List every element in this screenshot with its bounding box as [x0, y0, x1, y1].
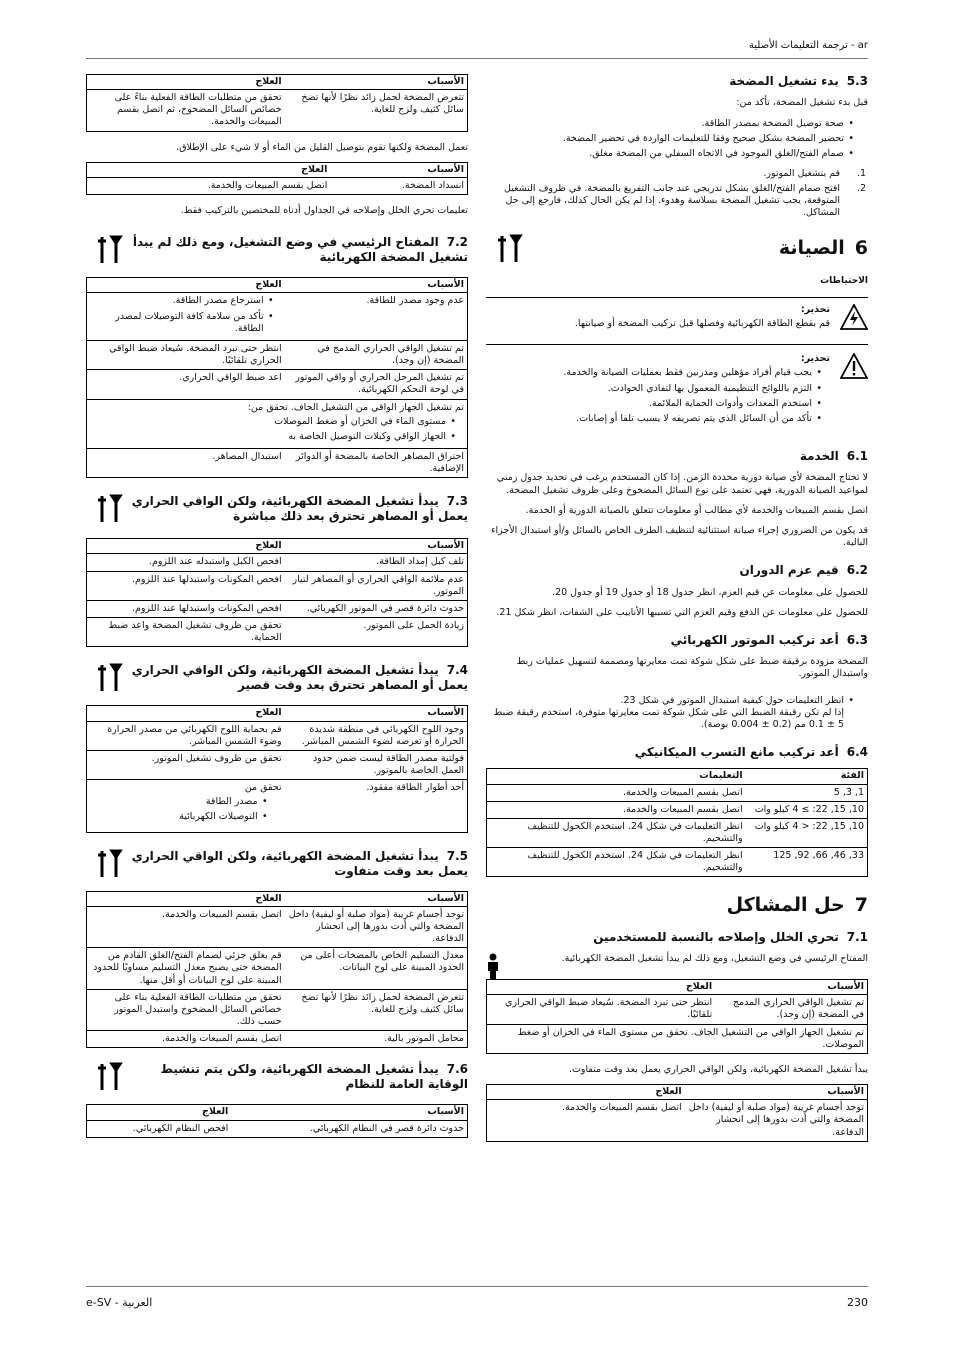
warning-text: قم بقطع الطاقة الكهربائية وفصلها قبل تركيب المضخة أو صيانتها. — [574, 318, 830, 330]
paragraph: المضخة مزودة برقيقة ضبط على شكل شوكة تمت معايرتها ومصممة لتسهيل عمليات ربط واستبدال الموتور. — [516, 656, 868, 680]
col-header: العلاج — [87, 1105, 232, 1120]
section-7-3-heading: 7.3يبدأ تشغيل المضخة الكهربائية، ولكن الواقي الحراري يعمل أو المصاهر تحترق بعد ذلك مباشرة — [131, 494, 468, 524]
tools-icon — [496, 234, 524, 264]
col-header: الأسباب — [715, 980, 867, 995]
table-row: حدوث دائرة قصر في النظام الكهربائي. افحص النظام الكهربائي. — [87, 1120, 468, 1137]
chapter-7-heading: 7حل المشاكل — [726, 894, 868, 917]
table-row: فولتية مصدر الطاقة ليست ضمن حدود العمل الخاصة بالموتور. تحقق من ظروف تشغيل الموتور. — [87, 750, 468, 779]
table-row: 10, 15, 22: < 4 كيلو وات انظر التعليمات في شكل 24. استخدم الكحول للتنظيف والتشحيم. — [487, 818, 868, 847]
list-item: • استخدم المعدات وأدوات الحماية الملائمة. — [486, 398, 822, 410]
step-item: 1. قم بتشغيل الموتور. — [763, 167, 866, 179]
table-row: تتعرض المضخة لحمل زائد نظرًا لأنها تضخ سائل كثيف ولزج للغاية. تحقق من متطلبات الطاقة الفعلية بناءً على خصائص السائل المضخوخ، ثم اتصل بقسم المبيعات والخدمة. — [87, 90, 468, 131]
precautions-label: الاحتياطات — [820, 275, 868, 286]
table-row: 33, 46, 66, 92, 125 انظر التعليمات في شكل 24. استخدم الكحول للتنظيف والتشحيم. — [487, 848, 868, 877]
user-troubleshoot-table-2 — [486, 1084, 868, 1142]
chapter-6-heading: 6الصيانة — [778, 237, 868, 260]
warning-icon — [840, 353, 868, 379]
col-header: الأسباب — [285, 706, 468, 721]
col-header: العلاج — [487, 1085, 685, 1100]
footer-doc: العربية - e-SV — [86, 1296, 153, 1309]
col-header: العلاج — [87, 891, 285, 906]
table-7-3 — [86, 538, 468, 647]
section-6-1-heading: 6.1الخدمة — [799, 449, 868, 464]
paragraph: تعمل المضخة ولكنها تقوم بتوصيل القليل من الماء أو لا شيء على الإطلاق. — [176, 141, 468, 153]
paragraph: تعليمات تحري الخلل وإصلاحه في الجداول أدناه للمختصين بالتركيب فقط. — [180, 205, 468, 217]
list-item: • صحة توصيل المضخة بمصدر الطاقة. — [486, 118, 854, 130]
table-row: عدم وجود مصدر للطاقة. • استرجاع مصدر الطاقة. • تأكد من سلامة كافة التوصيلات لمصدر الطاقة. — [87, 293, 468, 340]
col-header: الأسباب — [285, 539, 468, 554]
paragraph: لا تحتاج المضخة لأي صيانة دورية محددة الزمن. إذا كان المستخدم يرغب في تحديد جدول زمني لمواعيد الصيانة الدورية، فهي تعتمد على نوع السائل المضخوخ وعلى ظروف تشغيل المضخة. — [496, 472, 868, 496]
s63-bullets — [486, 695, 854, 731]
table-row: عدم ملائمة الواقي الحراري أو المصاهر لتيار الموتور. افحص المكونات واستبدلها عند اللزوم. — [87, 571, 468, 600]
warning-label: تحذير: — [800, 304, 830, 316]
list-item: • انظر التعليمات حول كيفية استبدال الموتور في شكل 23. إذا لم تكن رقيقة الضبط التي على شكل شوكة تمت معايرتها متوفرة، استخدم رقيقة ضبط 5 ± 0.1 مم (0.2 ± 0.004 بوصة). — [486, 695, 854, 731]
table-row: تم تشغيل الجهاز الواقي من التشغيل الجاف. تحقق من مستوى الماء في الخزان أو ضغط الموصلات. — [487, 1024, 868, 1053]
col-header: الأسباب — [330, 162, 467, 177]
table-row: محامل الموتور بالية. اتصل بقسم المبيعات والخدمة. — [87, 1031, 468, 1048]
left-column — [86, 74, 468, 1148]
section-6-2-heading: 6.2قيم عزم الدوران — [739, 563, 868, 578]
col-header: الأسباب — [285, 75, 468, 90]
col-header: العلاج — [87, 539, 285, 554]
table-7-4 — [86, 705, 468, 832]
page-number: 230 — [847, 1296, 868, 1309]
table-row: احتراق المصاهر الخاصة بالمضخة أو الدوائر الإضافية. استبدال المصاهر. — [87, 448, 468, 477]
table-row: تلف كبل إمداد الطاقة. افحص الكبل واستبدله عند اللزوم. — [87, 554, 468, 571]
table-row: توجد أجسام غريبة (مواد صلبة أو ليفية) داخل المضخة والتي أدت بدورها إلى انحشار الدفاعة. اتصل بقسم المبيعات والخدمة. — [87, 906, 468, 947]
table-row: 1, 3, 5 اتصل بقسم المبيعات والخدمة. — [487, 784, 868, 801]
table-row: معدل التسليم الخاص بالمضخات أعلى من الحدود المبينة على لوح البيانات. قم بغلق جزئي لصمام الفتح/الغلق القادم من المضخة حتى يصبح معدل التسليم مساويًا للحدود المبينة على لوح البيانات أو أقل منها. — [87, 948, 468, 989]
table-row: أحد أطوار الطاقة مفقود. تحقق من • مصدر الطاقة • التوصيلات الكهربائية — [87, 780, 468, 832]
paragraph: المفتاح الرئيسي في وضع التشغيل، ومع ذلك لم يبدأ تشغيل المضخة الكهربائية. — [561, 953, 868, 965]
seal-table — [486, 768, 868, 877]
troubleshoot-table-cont — [86, 74, 468, 132]
section-5-3-heading: 5.3بدء تشغيل المضخة — [729, 74, 868, 88]
col-header: العلاج — [87, 706, 285, 721]
tools-icon — [96, 494, 124, 524]
warning-electrical — [486, 297, 868, 334]
table-7-6 — [86, 1104, 468, 1137]
section-6-3-heading: 6.3أعد تركيب الموتور الكهربائي — [670, 632, 868, 647]
paragraph: للحصول على معلومات عن قيم العزم، انظر جدول 18 أو جدول 19 أو جدول 20. — [552, 586, 868, 598]
col-header: الأسباب — [285, 891, 468, 906]
warning-general — [486, 353, 868, 433]
s53-intro: قبل بدء تشغيل المضخة، تأكد من: — [736, 97, 868, 109]
list-item: • صمام الفتح/الغلق الموجود في الاتجاه السفلي من المضخة مغلق. — [486, 148, 854, 160]
table-row: وجود اللوح الكهربائي في منطقة شديدة الحرارة أو تعرضه لضوء الشمس المباشر. قم بحماية اللوح الكهربائي من مصدر الحرارة وضوء الشمس المباشر. — [87, 721, 468, 750]
table-7-5 — [86, 891, 468, 1049]
table-row: تم تشغيل المرحل الحراري أو واقي الموتور في لوحة التحكم الكهربائية. اعد ضبط الواقي الحراري. — [87, 370, 468, 399]
user-troubleshoot-table — [486, 979, 868, 1054]
list-item: • تحضير المضخة بشكل صحيح وفقا للتعليمات الواردة في تحضير المضخة. — [486, 133, 854, 145]
section-7-2-heading: 7.2المفتاح الرئيسي في وضع التشغيل، ومع ذلك لم يبدأ تشغيل المضخة الكهربائية — [132, 235, 468, 265]
warning-label: تحذير: — [800, 353, 830, 365]
section-7-6-heading: 7.6يبدأ تشغيل المضخة الكهربائية، ولكن يتم تنشيط الوقاية العامة للنظام — [160, 1062, 468, 1092]
paragraph: اتصل بقسم المبيعات والخدمة لأي مطالب أو معلومات تتعلق بالصيانة الدورية أو الخدمة. — [525, 504, 868, 516]
section-7-4-heading: 7.4يبدأ تشغيل المضخة الكهربائية، ولكن الواقي الحراري يعمل أو المصاهر تحترق بعد وقت قصير — [131, 663, 468, 693]
paragraph: قد يكون من الضروري إجراء صيانة استثنائية لتنظيف الطرف الخاص بالسائل و/أو استبدال الأجزاء البالية. — [490, 524, 868, 549]
col-header: التعليمات — [487, 769, 746, 784]
table-row: حدوث دائرة قصر في الموتور الكهربائي. افحص المكونات واستبدلها عند اللزوم. — [87, 600, 468, 617]
s53-bullets — [486, 118, 854, 160]
table-row: زيادة الحمل على الموتور. تحقق من ظروف تشغيل المضخة واعد ضبط الحماية. — [87, 618, 468, 647]
list-item: • يجب قيام أفراد مؤهلين ومدربين فقط بعمليات الصيانة والخدمة. — [486, 367, 822, 379]
col-header: العلاج — [87, 75, 285, 90]
col-header: الفئة — [746, 769, 868, 784]
tools-icon — [96, 1062, 124, 1092]
table-row: تم تشغيل الواقي الحراري المدمج في المضخة (إن وجد). انتظر حتى تبرد المضخة. سُيعاد ضبط الواقي الحراري تلقائيًا. — [487, 995, 868, 1024]
table-row: 10, 15, 22: ≥ 4 كيلو وات اتصل بقسم المبيعات والخدمة. — [487, 801, 868, 818]
electric-hazard-icon — [840, 304, 868, 330]
header-title: ar - ترجمة التعليمات الأصلية — [748, 40, 868, 51]
col-header: الأسباب — [685, 1085, 868, 1100]
tools-icon — [96, 849, 124, 879]
tools-icon — [96, 235, 124, 265]
tools-icon — [96, 663, 124, 693]
col-header: الأسباب — [231, 1105, 467, 1120]
table-row: انسداد المضخة. اتصل بقسم المبيعات والخدمة. — [87, 177, 468, 194]
paragraph: للحصول على معلومات عن الدفع وقيم العزم التي تسببها الأنابيب على الشفات، انظر شكل 21. — [496, 606, 868, 618]
table-row: توجد أجسام غريبة (مواد صلبة أو ليفية) داخل المضخة والتي أدت بدورها إلى انحشار الدفاعة. اتصل بقسم المبيعات والخدمة. — [487, 1100, 868, 1141]
header-divider — [86, 58, 868, 59]
right-column — [486, 74, 868, 1152]
col-header: العلاج — [487, 980, 716, 995]
troubleshoot-table-flow — [86, 162, 468, 195]
col-header: العلاج — [87, 278, 285, 293]
col-header: العلاج — [87, 162, 331, 177]
list-item: • تأكد من أن السائل الذي يتم تصريفه لا يسبب تلفا أو إصابات. — [486, 413, 822, 425]
s53-steps — [486, 167, 866, 220]
section-7-5-heading: 7.5يبدأ تشغيل المضخة الكهربائية، ولكن الواقي الحراري يعمل بعد وقت متفاوت — [131, 848, 468, 878]
section-7-1-heading: 7.1تحري الخلل وإصلاحه بالنسبة للمستخدمين — [593, 929, 868, 944]
paragraph: يبدأ تشغيل المضخة الكهربائية، ولكن الواقي الحراري يعمل بعد وقت متفاوت. — [568, 1063, 868, 1075]
user-icon — [486, 953, 500, 979]
table-row: تم تشغيل الجهاز الواقي من التشغيل الجاف. تحقق من: • مستوى الماء في الخزان أو ضغط الموصلات • الجهاز الواقي وكبلات التوصيل الخاصة به — [87, 399, 468, 448]
table-row: تتعرض المضخة لحمل زائد نظرًا لأنها تضخ سائل كثيف ولزج للغاية. تحقق من متطلبات الطاقة الفعلية بناء على خصائص السائل المضخوخ واستبدل الموتور حسب ذلك. — [87, 989, 468, 1030]
section-6-4-heading: 6.4أعد تركيب مانع التسرب الميكانيكي — [634, 745, 868, 760]
table-row: تم تشغيل الواقي الحراري المدمج في المضخة (إن وجد). انتظر حتى تبرد المضخة. سُيعاد ضبط الواقي الحراري تلقائيًا. — [87, 340, 468, 369]
list-item: • التزم باللوائح التنظيمية المعمول بها لتفادي الحوادث. — [486, 383, 822, 395]
col-header: الأسباب — [285, 278, 468, 293]
table-7-2 — [86, 277, 468, 478]
step-item: 2. افتح صمام الفتح/الغلق بشكل تدريجي عند جانب التفريغ بالمضخة. في ظروف التشغيل المتوقعة، يجب تشغيل المضخة بسلاسة وهدوء. إذا لم يكن الحال كذلك، فارجع إلى حل المشاكل. — [504, 183, 866, 219]
footer-divider — [86, 1286, 868, 1287]
